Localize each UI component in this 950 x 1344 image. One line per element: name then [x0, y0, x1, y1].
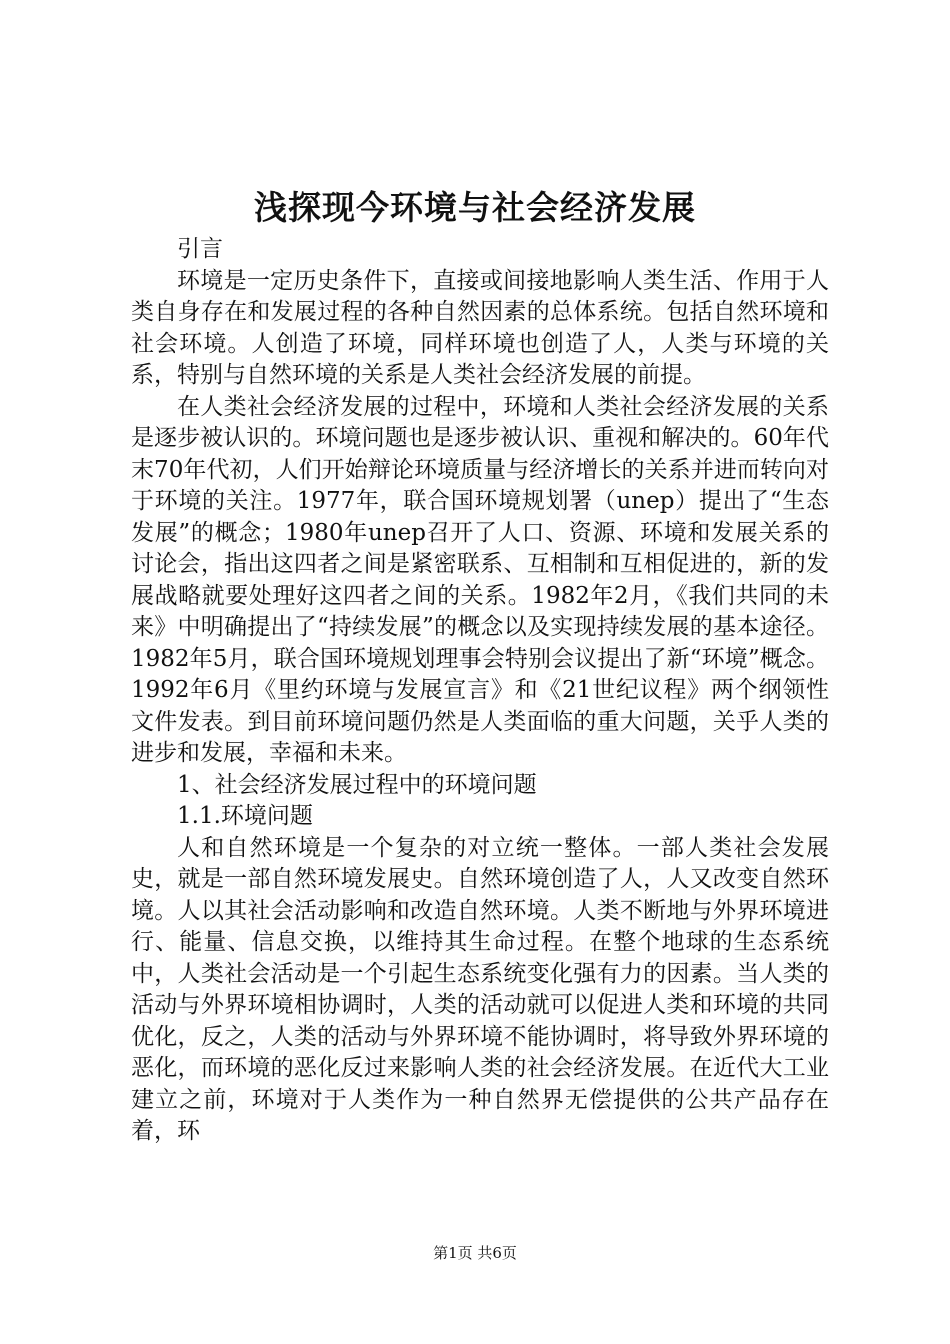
page-number-footer: 第1页 共6页: [433, 1244, 517, 1262]
paragraph-human-nature: 人和自然环境是一个复杂的对立统一整体。一部人类社会发展史，就是一部自然环境发展史。自然环境创造了人，人又改变自然环境。人以其社会活动影响和改造自然环境。人类不断地与外界环境进行、能量、信息交换，以维持其生命过程。在整个地球的生态系统中，人类社会活动是一个引起生态系统变化强有力的因素。当人类的活动与外界环境相协调时，人类的活动就可以促进人类和环境的共同优化，反之，人类的活动与外界环境不能协调时，将导致外界环境的恶化，而环境的恶化反过来影响人类的社会经济发展。在近代大工业建立之前，环境对于人类作为一种自然界无偿提供的公共产品存在着，环: [131, 834, 829, 1144]
section-heading: 1、社会经济发展过程中的环境问题: [177, 771, 537, 798]
document-title: 浅探现今环境与社会经济发展: [254, 188, 696, 227]
paragraph-history: 在人类社会经济发展的过程中，环境和人类社会经济发展的关系是逐步被认识的。环境问题也是逐步被认识、重视和解决的。60年代末70年代初，人们开始辩论环境质量与经济增长的关系并进而转向对于环境的关注。1977年，联合国环境规划署（unep）提出了“生态发展”的概念；1980年unep召开了人口、资源、环境和发展关系的讨论会，指出这四者之间是紧密联系、互相制和互相促进的，新的发展战略就要处理好这四者之间的关系。1982年2月，《我们共同的未来》中明确提出了“持续发展”的概念以及实现持续发展的基本途径。1982年5月，联合国环境规划理事会特别会议提出了新“环境”概念。1992年6月《里约环境与发展宣言》和《21世纪议程》两个纲领性文件发表。到目前环境问题仍然是人类面临的重大问题，关乎人类的进步和发展，幸福和未来。: [131, 393, 829, 766]
subsection-heading: 1.1.环境问题: [177, 803, 313, 829]
document-body: [131, 234, 829, 1148]
paragraph-environment-definition: 环境是一定历史条件下，直接或间接地影响人类生活、作用于人类自身存在和发展过程的各种自然因素的总体系统。包括自然环境和社会环境。人创造了环境，同样环境也创造了人，人类与环境的关系，特别与自然环境的关系是人类社会经济发展的前提。: [131, 267, 829, 388]
paragraph-intro-heading: 引言: [177, 236, 223, 262]
